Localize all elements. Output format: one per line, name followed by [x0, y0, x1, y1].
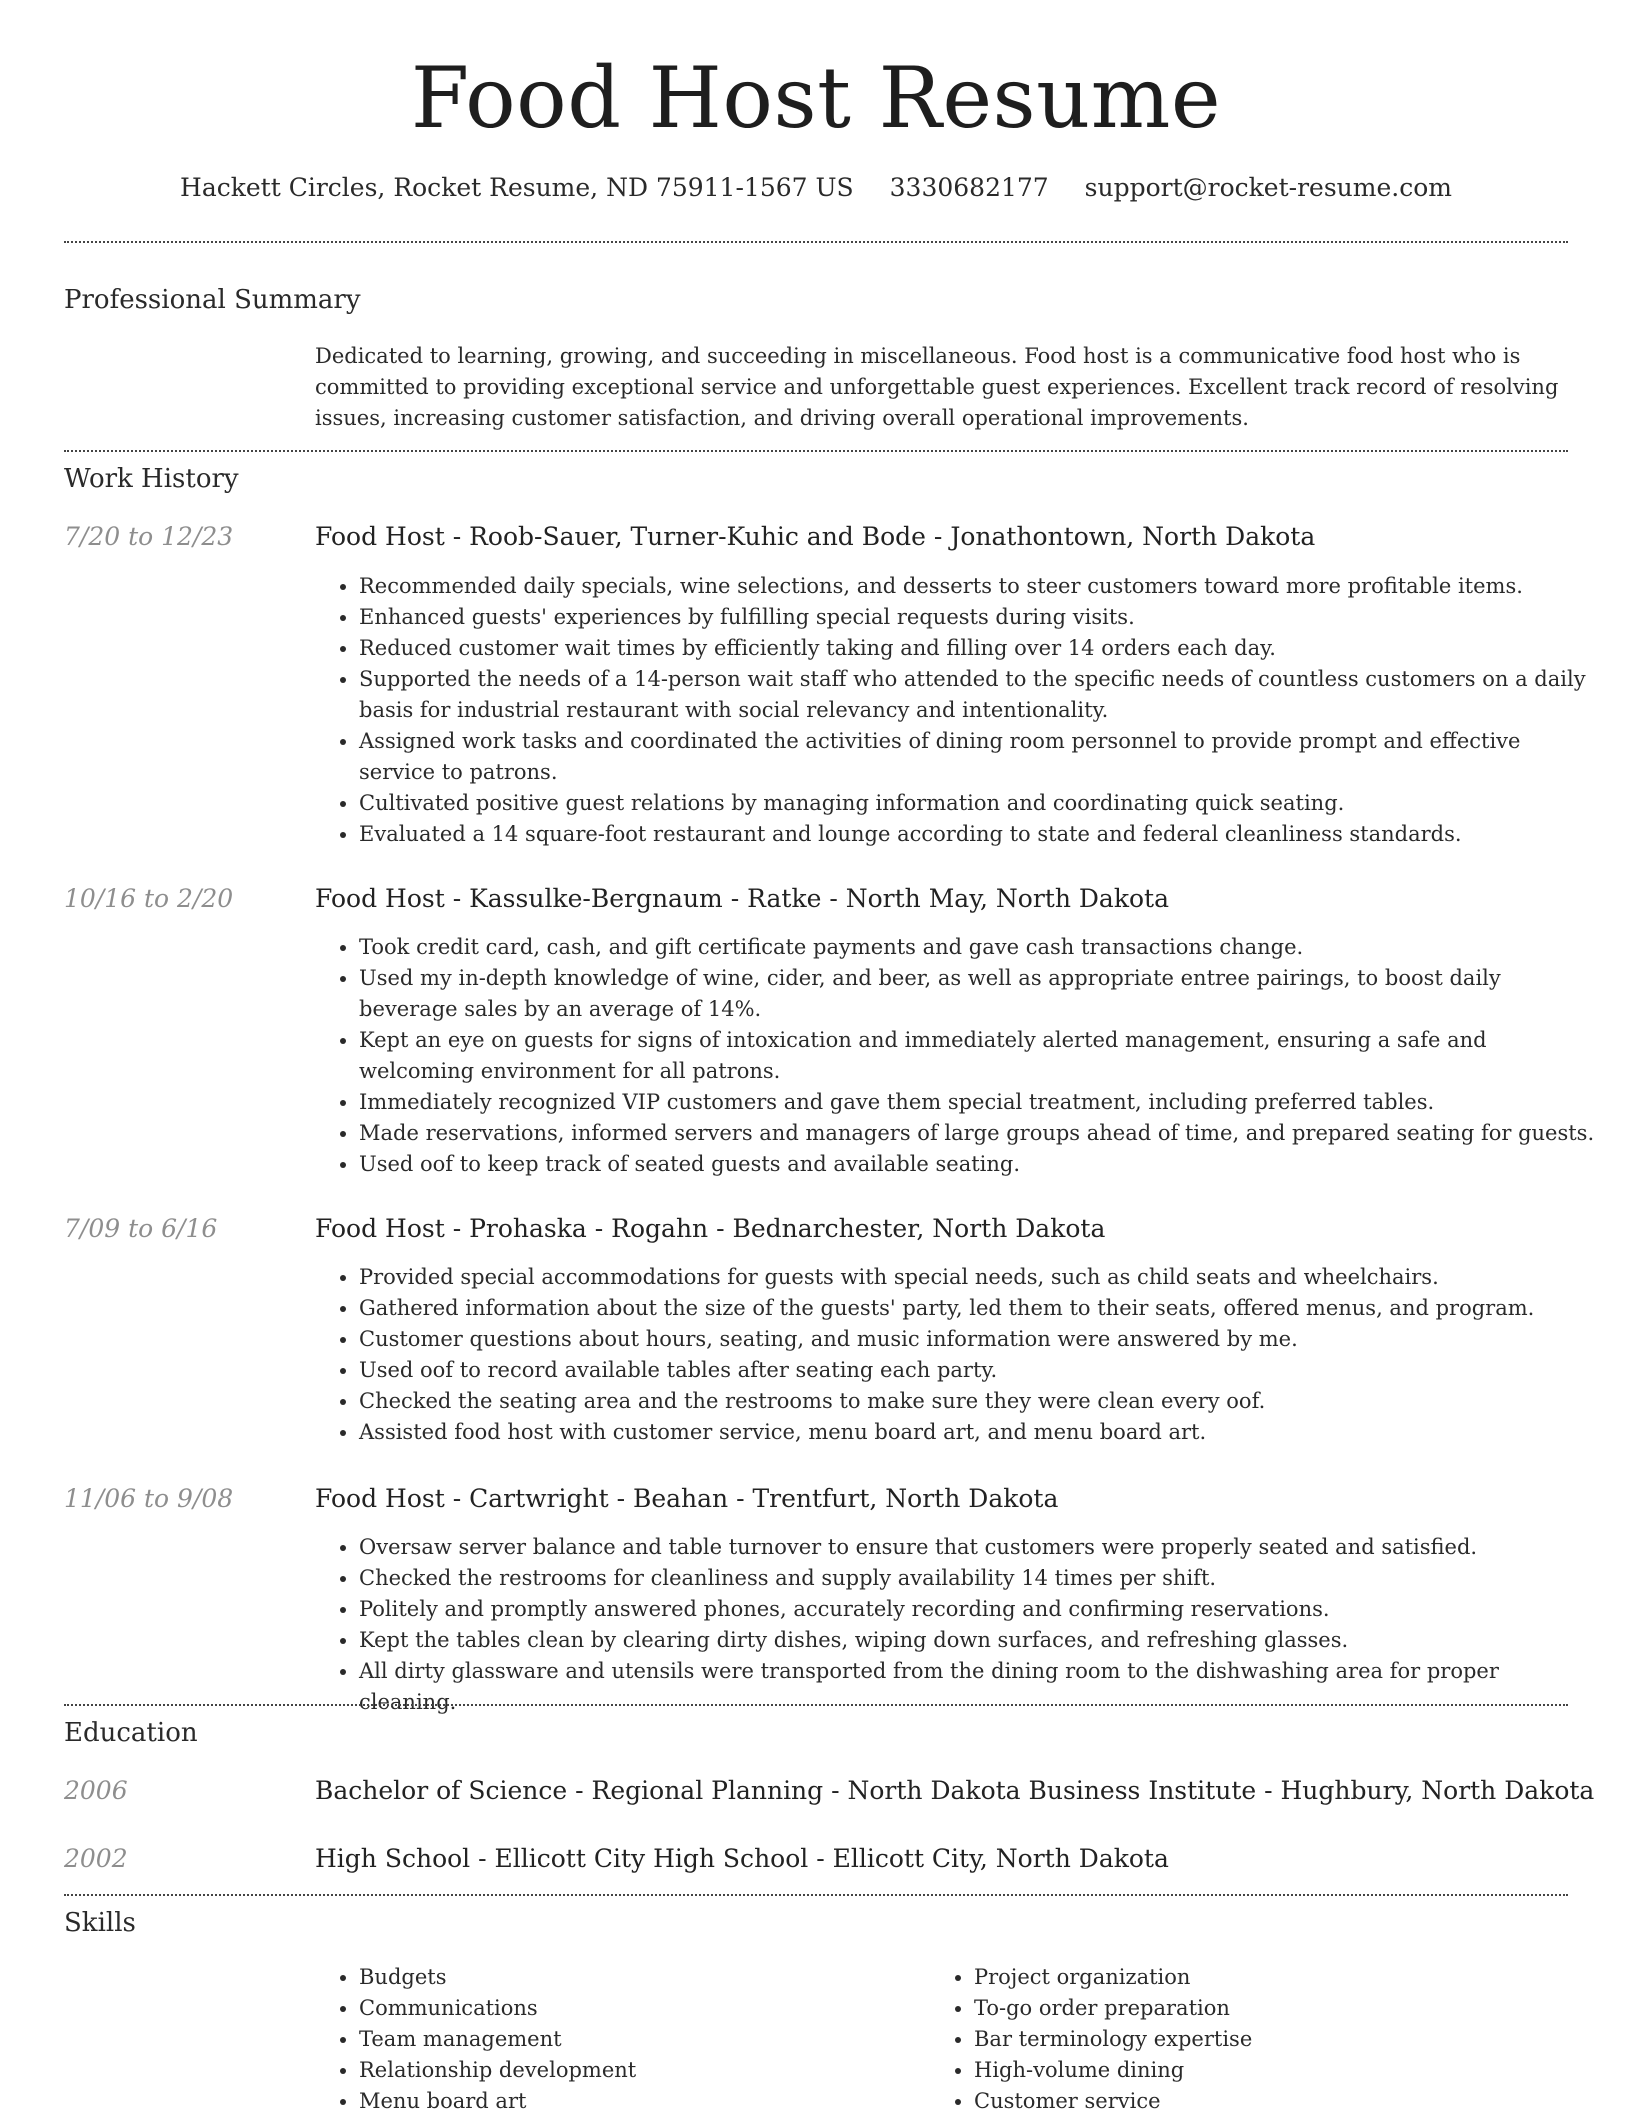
skills-list-right	[930, 1962, 1574, 2117]
list-item: • Assigned work tasks and coordinated the activities of dining room personnel to provide prompt and effective service to patrons.	[359, 726, 1599, 788]
list-item: • Team management	[359, 2024, 919, 2055]
job-title: Food Host - Roob-Sauer, Turner-Kuhic and Bode - Jonathontown, North Dakota	[315, 522, 1316, 551]
job-bullets	[315, 1532, 1599, 1718]
list-item: • Budgets	[359, 1962, 919, 1993]
list-item: • Used my in-depth knowledge of wine, cider, and beer, as well as appropriate entree pairings, to boost daily beverage sales by an average of 14%.	[359, 963, 1599, 1025]
job-title: Food Host - Kassulke-Bergnaum - Ratke - North May, North Dakota	[315, 884, 1169, 913]
list-item: • Relationship development	[359, 2055, 919, 2086]
job-bullets	[315, 571, 1599, 850]
list-item: • Reduced customer wait times by efficiently taking and filling over 14 orders each day.	[359, 633, 1599, 664]
divider	[64, 450, 1568, 452]
list-item: • Gathered information about the size of the guests' party, led them to their seats, offered menus, and program.	[359, 1293, 1599, 1324]
job-bullets	[315, 1262, 1599, 1448]
contact-address: Hackett Circles, Rocket Resume, ND 75911-1567 US	[180, 173, 854, 202]
section-title-work: Work History	[64, 464, 239, 494]
list-item: • Used oof to record available tables after seating each party.	[359, 1355, 1599, 1386]
job-bullets	[315, 932, 1599, 1180]
job-dates: 7/09 to 6/16	[64, 1214, 218, 1243]
list-item: • Kept the tables clean by clearing dirty dishes, wiping down surfaces, and refreshing glasses.	[359, 1625, 1599, 1656]
divider	[64, 241, 1568, 243]
section-title-education: Education	[64, 1718, 198, 1748]
list-item: • Immediately recognized VIP customers and gave them special treatment, including preferred tables.	[359, 1087, 1599, 1118]
section-title-skills: Skills	[64, 1908, 136, 1938]
education-entry: High School - Ellicott City High School - Ellicott City, North Dakota	[315, 1844, 1169, 1873]
list-item: • Provided special accommodations for guests with special needs, such as child seats and wheelchairs.	[359, 1262, 1599, 1293]
list-item: • High-volume dining	[974, 2055, 1574, 2086]
job-title: Food Host - Cartwright - Beahan - Trentfurt, North Dakota	[315, 1484, 1059, 1513]
summary-text: Dedicated to learning, growing, and succeeding in miscellaneous. Food host is a communicative food host who is committed to providing exceptional service and unforgettable guest experiences. Excellent track record of resolving issues, increasing customer satisfaction, and driving overall operational improvements.	[315, 344, 1559, 430]
list-item: • Customer questions about hours, seating, and music information were answered by me.	[359, 1324, 1599, 1355]
list-item: • Recommended daily specials, wine selections, and desserts to steer customers toward more profitable items.	[359, 571, 1599, 602]
job-dates: 7/20 to 12/23	[64, 522, 234, 551]
list-item: • Politely and promptly answered phones, accurately recording and confirming reservations.	[359, 1594, 1599, 1625]
skills-list-left	[315, 1962, 919, 2117]
list-item: • Took credit card, cash, and gift certificate payments and gave cash transactions change.	[359, 932, 1599, 963]
list-item: • Project organization	[974, 1962, 1574, 1993]
resume-title: Food Host Resume	[410, 49, 1222, 147]
job-title: Food Host - Prohaska - Rogahn - Bednarchester, North Dakota	[315, 1214, 1106, 1243]
list-item: • Kept an eye on guests for signs of intoxication and immediately alerted management, ensuring a safe and welcoming environment for all patrons.	[359, 1025, 1599, 1087]
list-item: • Assisted food host with customer service, menu board art, and menu board art.	[359, 1417, 1599, 1448]
list-item: • Bar terminology expertise	[974, 2024, 1574, 2055]
list-item: • Customer service	[974, 2086, 1574, 2117]
section-title-summary: Professional Summary	[64, 285, 361, 315]
list-item: • Checked the restrooms for cleanliness and supply availability 14 times per shift.	[359, 1563, 1599, 1594]
list-item: • Communications	[359, 1993, 919, 2024]
list-item: • Evaluated a 14 square-foot restaurant and lounge according to state and federal cleanliness standards.	[359, 819, 1599, 850]
contact-email: support@rocket-resume.com	[1084, 173, 1452, 202]
list-item: • Enhanced guests' experiences by fulfilling special requests during visits.	[359, 602, 1599, 633]
list-item: • Oversaw server balance and table turnover to ensure that customers were properly seated and satisfied.	[359, 1532, 1599, 1563]
list-item: • Menu board art	[359, 2086, 919, 2117]
divider	[64, 1894, 1568, 1896]
education-year: 2006	[64, 1776, 128, 1805]
job-dates: 10/16 to 2/20	[64, 884, 234, 913]
list-item: • Cultivated positive guest relations by managing information and coordinating quick seating.	[359, 788, 1599, 819]
list-item: • Used oof to keep track of seated guests and available seating.	[359, 1149, 1599, 1180]
education-year: 2002	[64, 1844, 128, 1873]
list-item: • Checked the seating area and the restrooms to make sure they were clean every oof.	[359, 1386, 1599, 1417]
list-item: • All dirty glassware and utensils were transported from the dining room to the dishwashing area for proper cleaning.	[359, 1656, 1599, 1718]
list-item: • To-go order preparation	[974, 1993, 1574, 2024]
divider	[64, 1704, 1568, 1706]
contact-line	[0, 171, 1632, 205]
job-dates: 11/06 to 9/08	[64, 1484, 234, 1513]
list-item: • Supported the needs of a 14-person wait staff who attended to the specific needs of countless customers on a daily basis for industrial restaurant with social relevancy and intentionality.	[359, 664, 1599, 726]
list-item: • Made reservations, informed servers and managers of large groups ahead of time, and prepared seating for guests.	[359, 1118, 1599, 1149]
education-entry: Bachelor of Science - Regional Planning - North Dakota Business Institute - Hughbury, North Dakota	[315, 1776, 1595, 1805]
contact-phone: 3330682177	[889, 173, 1049, 202]
